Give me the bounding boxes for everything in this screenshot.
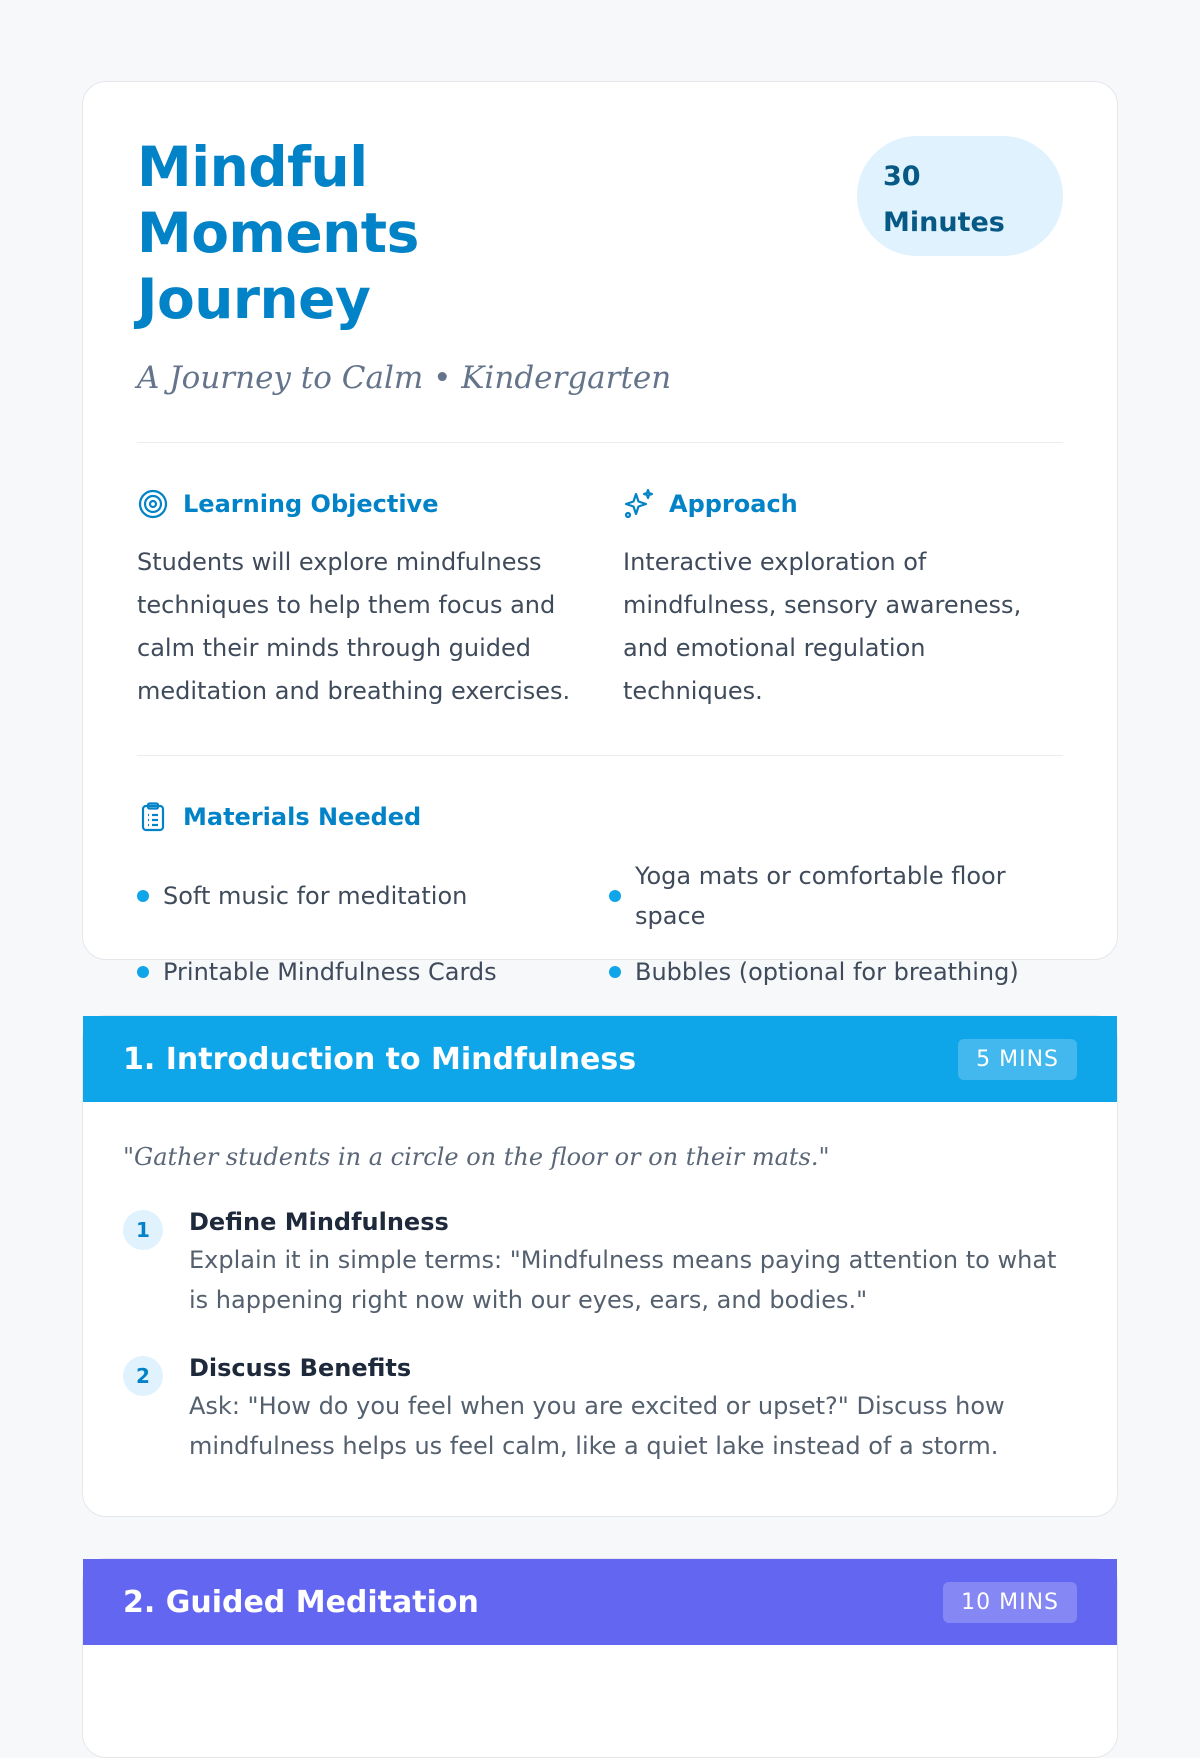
- materials-heading-label: Materials Needed: [183, 803, 422, 831]
- section-header: [83, 1559, 1117, 1645]
- approach-heading-label: Approach: [669, 490, 798, 518]
- section-title: 1. Introduction to Mindfulness: [123, 1041, 637, 1077]
- section-duration-badge: 10 MINS: [943, 1582, 1077, 1623]
- section-guided-meditation: [82, 1558, 1118, 1758]
- page-subtitle: A Journey to Calm • Kindergarten: [137, 360, 672, 396]
- section-introduction: [82, 1015, 1118, 1517]
- step-title: Define Mindfulness: [189, 1208, 449, 1236]
- divider: [137, 442, 1063, 443]
- objective-heading-label: Learning Objective: [183, 490, 439, 518]
- step-content: [189, 1350, 1077, 1466]
- bullet-dot: [137, 890, 149, 902]
- step-item: [123, 1350, 1077, 1466]
- section-duration-badge: 5 MINS: [958, 1039, 1077, 1080]
- overview-columns: [137, 487, 1063, 713]
- approach-block: [623, 487, 1063, 713]
- material-label: Yoga mats or comfortable floor space: [635, 862, 1006, 930]
- material-label: Bubbles (optional for breathing): [635, 958, 1019, 986]
- materials-list: [137, 856, 1063, 992]
- overview-card: [82, 81, 1118, 986]
- divider: [137, 755, 1063, 756]
- target-icon: [137, 488, 169, 520]
- approach-text: Interactive exploration of mindfulness, sensory awareness, and emotional regulation techniques.: [623, 548, 1022, 705]
- section-header: [83, 1016, 1117, 1102]
- clipboard-icon: [137, 801, 169, 833]
- step-title: Discuss Benefits: [189, 1354, 412, 1382]
- bullet-dot: [137, 966, 149, 978]
- duration-number: 30: [883, 161, 921, 192]
- list-item: [609, 952, 1069, 992]
- materials-heading: [137, 800, 1063, 834]
- approach-heading: [623, 487, 1063, 521]
- duration-unit: Minutes: [883, 207, 1005, 238]
- objective-text: Students will explore mindfulness techniques to help them focus and calm their minds through guided meditation and breathing exercises.: [137, 548, 571, 705]
- material-label: Printable Mindfulness Cards: [163, 958, 497, 986]
- sparkles-icon: [623, 488, 655, 520]
- material-label: Soft music for meditation: [163, 882, 468, 910]
- step-item: [123, 1204, 1077, 1320]
- objective-heading: [137, 487, 577, 521]
- page-title: Mindful Moments Journey: [137, 135, 419, 331]
- section-body: [83, 1102, 1117, 1466]
- section-title: 2. Guided Meditation: [123, 1584, 479, 1620]
- bullet-dot: [609, 890, 621, 902]
- list-item: [137, 856, 609, 936]
- step-description: Ask: "How do you feel when you are excited or upset?" Discuss how mindfulness helps us feel calm, like a quiet lake instead of a storm.: [189, 1392, 1005, 1460]
- list-item: [137, 952, 609, 992]
- duration-badge: [857, 136, 1063, 256]
- step-content: [189, 1204, 1077, 1320]
- bullet-dot: [609, 966, 621, 978]
- objective-block: [137, 487, 577, 713]
- step-description: Explain it in simple terms: "Mindfulness means paying attention to what is happening right now with our eyes, ears, and bodies.": [189, 1246, 1057, 1314]
- section-quote: "Gather students in a circle on the floor or on their mats.": [123, 1143, 830, 1171]
- step-number: 1: [123, 1210, 163, 1250]
- list-item: [609, 856, 1069, 936]
- step-number: 2: [123, 1356, 163, 1396]
